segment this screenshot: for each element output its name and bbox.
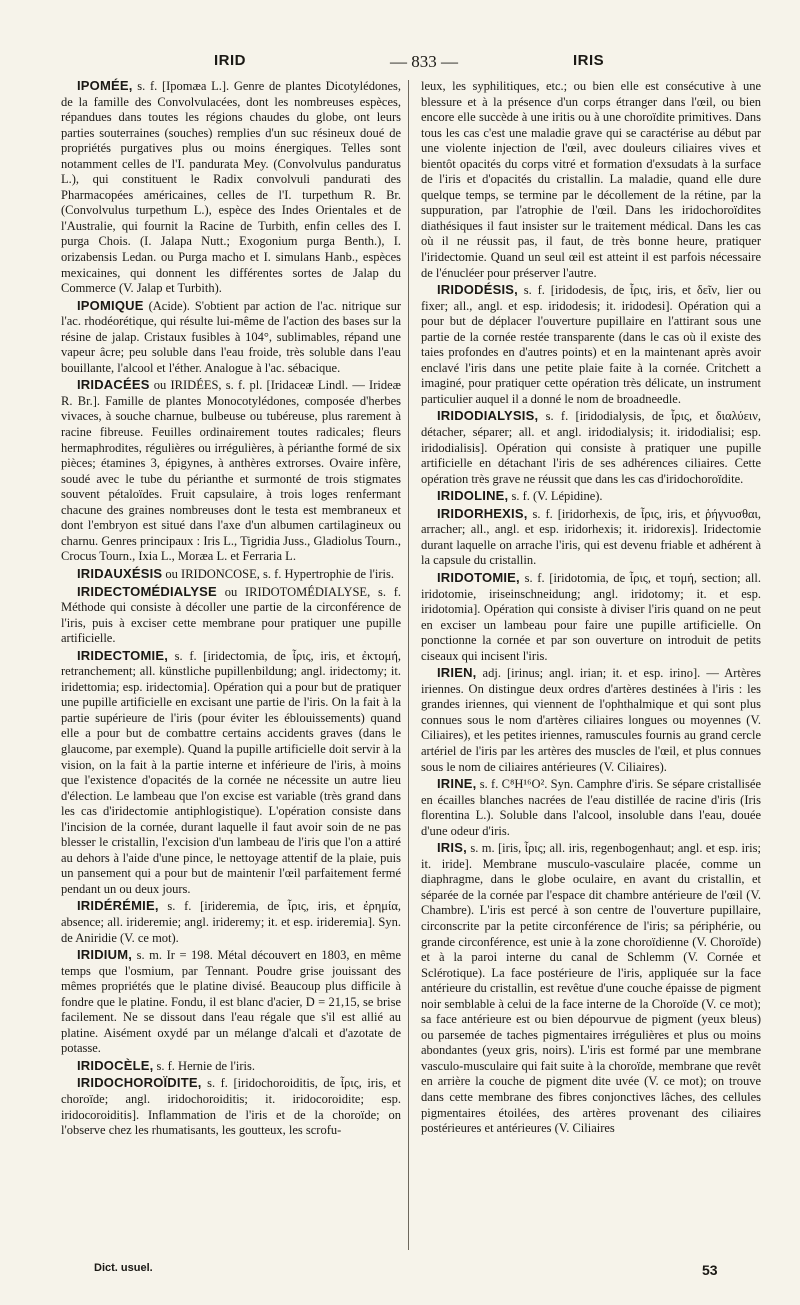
entry-headword: IRIDOCHOROÏDITE, xyxy=(77,1075,202,1091)
entry-headword: IRIDIUM, xyxy=(77,947,133,963)
entry-text: s. f. [iridodesis, de ἶρις, iris, et δεῖν, lier ou fixer; all., angl. et esp. iridodesis; it. iridodesi]. Opération qui a pour but de déplacer l'ouverture pupillaire en l'attirant sous une partie de la cornée restée transparente (dans le cas où il existe des taies profondes en d'autres points) et en la maintenant après avoir enclavé l'iris dans une petite plaie faite à la cornée. Critchett a imaginé, pour pratiquer cette opération très délicate, un instrument particulier auquel il a donné le nom de broadneedle. xyxy=(421,283,761,406)
header-right-guideword: IRIS xyxy=(573,52,605,69)
entry-text: adj. [irinus; angl. irian; it. et esp. irino]. — Artères iriennes. On distingue deux ordres d'artères destinées à l'iris : les grandes iriennes, qui viennent de l'ophthalmique et qui sont plus connues sous le nom d'artères ciliaires longues ou moyennes (V. Ciliaires), et les petites iriennes, ramuscules fournis au grand cercle artériel de l'iris par les artères des muscles de l'œil, et plus connues sous le nom de ciliaires antérieures (V. Ciliaires). xyxy=(421,666,761,774)
dictionary-entry xyxy=(61,584,401,647)
entry-headword: IRIDODÉSIS, xyxy=(437,282,518,298)
dictionary-entry xyxy=(421,665,761,775)
dictionary-entry xyxy=(421,506,761,569)
dictionary-entry xyxy=(61,78,401,297)
entry-text: s. f. [iridectomia, de ἶρις, iris, et ἐκτομή, retranchement; all. künstliche pupillenbildung; angl. iridectomy; it. iridettomia; esp. iridectomia]. Opération qui a pour but de pratiquer une pupille artificielle en excisant une partie de l'iris. On la fait à la partie supérieure de l'iris (pour éviter les éblouissements) quand elle a pour but de combattre certains accidents graves (dans le glaucome, par exemple). Quand la pupille artificielle doit servir à la vision, on la fait à la partie interne et inférieure de l'iris, à moins que l'existence d'opacités de la cornée ne nécessite un autre lieu d'élection. Le lambeau que l'on excise est variable (très grand dans les cas d'iridectomie antiphlogistique). L'opération consiste dans l'incision de la cornée, durant laquelle il faut avoir soin de ne pas blesser le cristallin, l'excision d'un lambeau de l'iris que l'on a attiré au dehors à l'aide d'une pince, le nettoyage attentif de la plaie, puis un pansement qui a pour but de maintenir l'œil parfaitement fermé pendant un ou deux jours. xyxy=(61,648,401,896)
entry-headword: IRIDOTOMIE, xyxy=(437,569,520,585)
entry-text: s. f. [irideremia, de ἶρις, iris, et ἐρημία, absence; all. irideremie; angl. irideremy; it. et esp. irideremia]. Syn. de Aniridie (V. ce mot). xyxy=(61,899,401,945)
dictionary-entry xyxy=(61,648,401,898)
entry-text: s. m. Ir = 198. Métal découvert en 1803, en même temps que l'osmium, par Tennant. Poudre grise jouissant des mêmes propriétés que le platine divisé. Beaucoup plus difficile à fondre que le platine. Fondu, il est blanc d'acier, D = 21,15, se brise facilement. Ne se dissout dans l'eau régale que s'il est allié au platine. Aisément oxydé par un mélange d'alcali et d'azotate de potasse. xyxy=(61,948,401,1056)
right-column xyxy=(421,78,761,1138)
dictionary-entry xyxy=(61,377,401,565)
dictionary-entry xyxy=(421,776,761,839)
entry-text: s. f. [iridochoroiditis, de ἶρις, iris, et choroïde; angl. iridochoroiditis; it. iridocoroidite; esp. iridocoroiditis]. Inflammation de l'iris et de la choroïde; on l'observe chez les rhumatisants, les goutteux, les scrofu- xyxy=(61,1076,401,1138)
entry-text: ou IRIDOTOMÉDIALYSE, s. f. Méthode qui consiste à décoller une partie de la circonférence de l'iris, puis à exciser cette membrane pour pratiquer une pupille artificielle. xyxy=(61,584,401,646)
dictionary-entry xyxy=(421,840,761,1136)
entry-headword: IRIDECTOMIE, xyxy=(77,647,169,663)
entry-headword: IRIEN, xyxy=(437,665,477,681)
entry-text: ou IRIDONCOSE, s. f. Hypertrophie de l'iris. xyxy=(162,566,395,581)
page-number-header: — 833 — xyxy=(390,52,458,71)
entry-headword: IRIDOLINE, xyxy=(437,488,509,504)
dictionary-entry xyxy=(421,488,761,505)
dictionary-entry-continuation xyxy=(421,78,761,281)
footer-signature: Dict. usuel. xyxy=(94,1262,153,1274)
entry-headword: IRIDODIALYSIS, xyxy=(437,408,539,424)
dictionary-entry xyxy=(421,570,761,664)
entry-text: s. f. [iridorhexis, de ἶρις, iris, et ῥήγνυσθαι, arracher; all., angl. et esp. iridorhexis; it. iridorexis]. Iridectomie durant laquelle on arrache l'iris, qui est devenu friable et adhérent à la capsule du cristallin. xyxy=(421,506,761,568)
dictionary-entry xyxy=(61,898,401,946)
entry-headword: IRIS, xyxy=(437,840,467,856)
dictionary-entry xyxy=(61,298,401,377)
dictionary-entry xyxy=(61,566,401,583)
dictionary-entry xyxy=(61,1058,401,1075)
footer-gathering-number: 53 xyxy=(702,1262,718,1278)
entry-text: s. f. C⁸H¹⁶O². Syn. Camphre d'iris. Se sépare cristallisée en écailles blanches nacrées de l'eau distillée de racine d'iris (Iris florentina L.). Soluble dans l'alcool, insoluble dans l'eau, douée d'une odeur d'iris. xyxy=(421,777,761,838)
left-column xyxy=(61,78,401,1140)
entry-headword: IRIDORHEXIS, xyxy=(437,505,528,521)
dictionary-entry xyxy=(421,408,761,487)
entry-headword: IRIDÉRÉMIE, xyxy=(77,898,159,914)
entry-text: s. f. [iridodialysis, de ἶρις, et διαλύειν, détacher, séparer; all. et angl. iridodialysis; it. iridodialisi; esp. iridodialisis]. Opération qui consiste à pratiquer une pupille artificielle en détachant l'iris de ses adhérences ciliaires. Cette opération très grave ne réussit que dans les cas d'iridochoroïdite. xyxy=(421,409,761,486)
entry-headword: IRIDACÉES xyxy=(77,377,150,393)
dictionary-entry xyxy=(61,1075,401,1138)
entry-text: ou IRIDÉES, s. f. pl. [Iridaceæ Lindl. — Irideæ R. Br.]. Famille de plantes Monocotylédones, composée d'herbes vivaces, à souche charnue, bulbeuse ou tubéreuse, plus rarement à racine fibreuse. Feuilles ordinairement toutes radicales; fleurs hermaphrodites, régulières ou irrégulières, à périanthe formé de six pièces; étamines 3, épigynes, à anthères extrorses. Ovaire infère, soudé avec le tube du périanthe et surmonté de trois stigmates souvent pétaloïdes. Fruit capsulaire, à trois loges renfermant chacune des graines nombreuses dont le testa est membraneux et dont l'embryon est situé dans l'axe d'un albumen cartilagineux ou charnu. Genres principaux : Iris L., Tigridia Juss., Gladiolus Tourn., Crocus Tourn., Ixia L., Moræa L. et Ferraria L. xyxy=(61,378,401,564)
entry-headword: IRIDECTOMÉDIALYSE xyxy=(77,583,217,599)
dictionary-entry xyxy=(61,947,401,1057)
entry-text: leux, les syphilitiques, etc.; ou bien elle est consécutive à une blessure et à la présence d'un corps étranger dans l'œil, ou bien encore elle succède à une iritis ou à une choroïdite primitives. Dans tous les cas c'est une maladie grave qui se caractérise au début par une violente injection de l'œil, avec douleurs ciliaires vives et bientôt opacités du corps vitré et formation d'exsudats à la surface de l'iris et d'opacités du cristallin. La maladie, quand elle dure quelque temps, se termine par le décollement de la rétine, par la suppuration, par l'atrophie de l'œil. Dans les iridochoroïdites diathésiques il faut insister sur le traitement médical. Dans les cas où il ne réussit pas, il faut, de très bonne heure, pratiquer l'iridectomie. Quand un seul œil est atteint il est parfois nécessaire de l'énucléer pour préserver l'autre. xyxy=(421,79,761,280)
column-divider xyxy=(408,80,409,1250)
entry-text: s. f. [Ipomæa L.]. Genre de plantes Dicotylédones, de la famille des Convolvulacées, dont les nombreuses espèces, répandues dans toutes les régions chaudes du globe, ont leurs parties souterraines (souches) remplies d'un suc résineux doué de propriétés purgatives plus ou moins énergiques. Telles sont notamment celles de l'I. pandurata Mey. (Convolvulus panduratus L.), qui constituent le Radix convolvuli pandurati des Pharmacopées américaines, celles de l'I. turpethum R. Br. (Convolvulus turpethum L.), espèce des Indes Orientales et de l'Australie, qui fournit la Racine de Turbith, enfin celles des I. purga Chois. (I. Jalapa Nutt.; Exogonium purga Benth.), I. orizabensis Ledan. ou Purga macho et I. simulans Hanb., espèces mexicaines, qui donnent les différentes sortes de Jalap du Commerce (V. Jalap et Turbith). xyxy=(61,79,401,296)
entry-headword: IPOMÉE, xyxy=(77,78,133,93)
header-left-guideword: IRID xyxy=(214,52,246,69)
entry-headword: IPOMIQUE xyxy=(77,297,144,313)
entry-text: s. m. [iris, ἶρις; all. iris, regenbogenhaut; angl. et esp. iris; it. iride]. Membrane musculo-vasculaire placée, comme un diaphragme, dans le globe oculaire, en avant du cristallin, et séparée de la cornée par l'espace dit chambre antérieure de l'œil (V. Chambre). L'iris est percé à son centre de l'ouverture pupillaire, circonscrite par la petite circonférence de l'iris; sa périphérie, ou grande circonférence, est unie à la zone choroïdienne (V. Choroïde) et à la paroi interne du canal de Schlemm (V. Cornée et Sclérotique). La face postérieure de l'iris, appliquée sur la face antérieure du cristallin, est revêtue d'une couche épaisse de pigment noir semblable à celui de la face interne de la Choroïde (V. ce mot); sa face antérieure est ou bien dépourvue de pigment (yeux bleus) ou parsemée de taches pigmentaires irrégulières et plus ou moins abondantes (yeux gris, noirs). L'iris est formé par une membrane vasculo-musculaire qui fait suite à la choroïde, membrane que revêt en arrière la couche de pigment dite uvée (V. ce mot); on trouve dans cette membrane des fibres conjonctives lâches, des cellules pigmentaires étoilées, des artères provenant des ciliaires postérieures et antérieures (V. Ciliaires xyxy=(421,841,761,1136)
entry-text: s. f. Hernie de l'iris. xyxy=(153,1058,255,1073)
entry-headword: IRINE, xyxy=(437,776,477,792)
entry-text: s. f. (V. Lépidine). xyxy=(508,489,603,504)
entry-headword: IRIDAUXÉSIS xyxy=(77,565,163,581)
running-header xyxy=(0,48,800,74)
entry-text: s. f. [iridotomia, de ἶρις, et τομή, section; all. iridotomie, iriseinschneidung; angl. iridotomy; it. et esp. iridotomia]. Opération qui consiste à diviser l'iris quand on ne peut en exciser un lambeau pour faire une pupille artificielle. On ponctionne la cornée et par son ouverture on introduit de petits ciseaux qui incisent l'iris. xyxy=(421,570,761,663)
entry-headword: IRIDOCÈLE, xyxy=(77,1057,154,1073)
dictionary-entry xyxy=(421,282,761,407)
entry-text: (Acide). S'obtient par action de l'ac. nitrique sur l'ac. rhodéorétique, qui résulte lui-même de l'action des bases sur la résine de jalap. Cristaux fusibles à 104°, sublimables, répand une vapeur âcre; peu soluble dans l'eau froide, très soluble dans l'eau bouillante, l'alcool et l'éther. Analogue à l'ac. sébacique. xyxy=(61,298,401,375)
